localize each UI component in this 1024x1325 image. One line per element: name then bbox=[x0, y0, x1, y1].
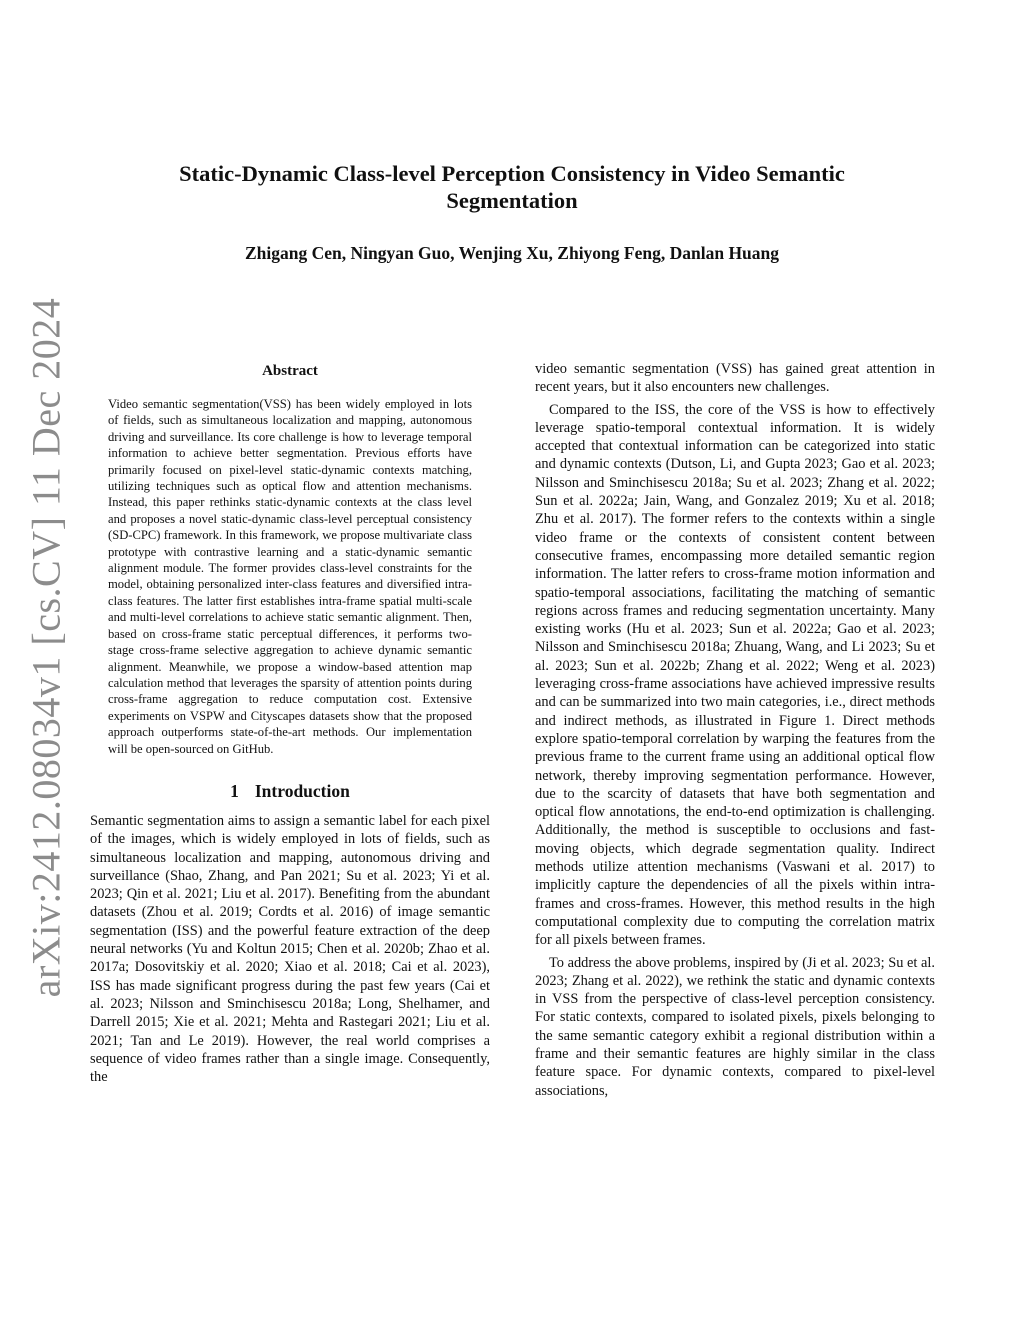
abstract-body: Video semantic segmentation(VSS) has been widely employed in lots of fields, such as simultaneous localization and mapping, autonomous driving and surveillance. Its core challenge is how to leverage temporal information to achieve better segmentation. Previous efforts have primarily focused on pixel-level static-dynamic contexts matching, utilizing techniques such as optical flow and attention mechanisms. Instead, this paper rethinks static-dynamic contexts at the class level and proposes a novel static-dynamic class-level perceptual consistency (SD-CPC) framework. In this framework, we propose multivariate class prototype with contrastive learning and a static-dynamic semantic alignment module. The former provides class-level constraints for the model, obtaining personalized inter-class features and diversified intra-class features. The latter first establishes intra-frame spatial multi-scale and multi-level correlations to achieve static semantic alignment. Then, based on cross-frame static perceptual differences, it performs two-stage cross-frame selective aggregation to achieve dynamic semantic alignment. Meanwhile, we propose a window-based attention map calculation method that leverages the sparsity of attention points during cross-frame aggregation to reduce computation cost. Extensive experiments on VSPW and Cityscapes datasets show that the proposed approach outperforms state-of-the-art methods. Our implementation will be open-sourced on GitHub. bbox=[108, 397, 472, 756]
abstract-heading: Abstract bbox=[262, 363, 318, 379]
arxiv-identifier-stamp bbox=[22, 297, 70, 998]
arxiv-identifier-text: arXiv:2412.08034v1 [cs.CV] 11 Dec 2024 bbox=[23, 297, 69, 998]
intro-paragraph-3: To address the above problems, inspired by (Ji et al. 2023; Su et al. 2023; Zhang et al. 2022), we rethink the static and dynamic contexts in VSS from the perspective of class-level perception consistency. For static contexts, compared to isolated pixels, pixels belonging to the same semantic category exhibit a regional distribution within a frame and their semantic features are highly similar in the class feature space. For dynamic contexts, compared to pixel-level associations, bbox=[535, 954, 935, 1099]
intro-paragraph-1-continued: video semantic segmentation (VSS) has gained great attention in recent years, but it also encounters new challenges. bbox=[535, 361, 935, 396]
intro-paragraph-1: Semantic segmentation aims to assign a semantic label for each pixel of the images, which is widely employed in lots of fields, such as simultaneous localization and mapping, autonomous driving and surveillance (Shao, Zhang, and Pan 2021; Su et al. 2023; Yi et al. 2023; Qin et al. 2021; Liu et al. 2017). Benefiting from the abundant datasets (Zhou et al. 2019; Cordts et al. 2016) of image semantic segmentation (ISS) and the powerful feature extraction of the deep neural networks (Yu and Koltun 2015; Chen et al. 2020b; Zhao et al. 2017a; Dosovitskiy et al. 2020; Xiao et al. 2018; Cai et al. 2023), ISS has made significant progress during the past few years (Cai et al. 2023; Nilsson and Sminchisescu 2018a; Long, Shelhamer, and Darrell 2015; Xie et al. 2021; Mehta and Rastegari 2021; Liu et al. 2021; Tan and Le 2019). However, the real world comprises a sequence of video frames rather than a single image. Consequently, the bbox=[90, 812, 490, 1086]
introduction-heading bbox=[90, 781, 490, 802]
author-list: Zhigang Cen, Ningyan Guo, Wenjing Xu, Zhiyong Feng, Danlan Huang bbox=[244, 243, 780, 263]
right-column bbox=[535, 360, 935, 1100]
section-title: Introduction bbox=[254, 780, 350, 801]
section-number: 1 bbox=[230, 780, 239, 801]
left-column bbox=[90, 360, 490, 1086]
paper-title: Static-Dynamic Class-level Perception Consistency in Video Semantic Segmentation bbox=[179, 161, 845, 213]
intro-paragraph-2: Compared to the ISS, the core of the VSS is how to effectively leverage spatio-temporal contextual information. It is widely accepted that contextual information can be categorized into static and dynamic contexts (Dutson, Li, and Gupta 2023; Gao et al. 2023; Nilsson and Sminchisescu 2018a; Su et al. 2023; Zhang et al. 2022; Sun et al. 2022a; Jain, Wang, and Gonzalez 2019; Xu et al. 2018; Zhu et al. 2017). The former refers to the contexts within a single video frame or the contexts of consistent content between consecutive frames, encompassing more detailed semantic region information. The latter refers to cross-frame motion information and spatio-temporal associations, facilitating the matching of semantic regions across frames and reducing segmentation uncertainty. Many existing works (Hu et al. 2023; Sun et al. 2022a; Gao et al. 2023; Nilsson and Sminchisescu 2018a; Zhuang, Wang, and Li 2023; Su et al. 2023; Sun et al. 2022b; Zhang et al. 2022; Weng et al. 2023) leveraging cross-frame associations have achieved impressive results and can be summarized into two main categories, i.e., direct methods and indirect methods, as illustrated in Figure 1. Direct methods explore spatio-temporal correlation by warping the features from the previous frame to the current frame using an additional optical flow network, thereby improving segmentation performance. However, due to the scarcity of datasets that have both segmentation and optical flow annotations, the end-to-end optimization is challenging. Additionally, the method is susceptible to occlusions and fast-moving objects, which degrade segmentation quality. Indirect methods utilize attention mechanisms (Vaswani et al. 2017) to implicitly capture the dependencies of all the pixels within intra-frames and cross-frames. However, this method results in the high computational complexity due to computing the correlation matrix for all pixels between frames. bbox=[535, 401, 935, 949]
